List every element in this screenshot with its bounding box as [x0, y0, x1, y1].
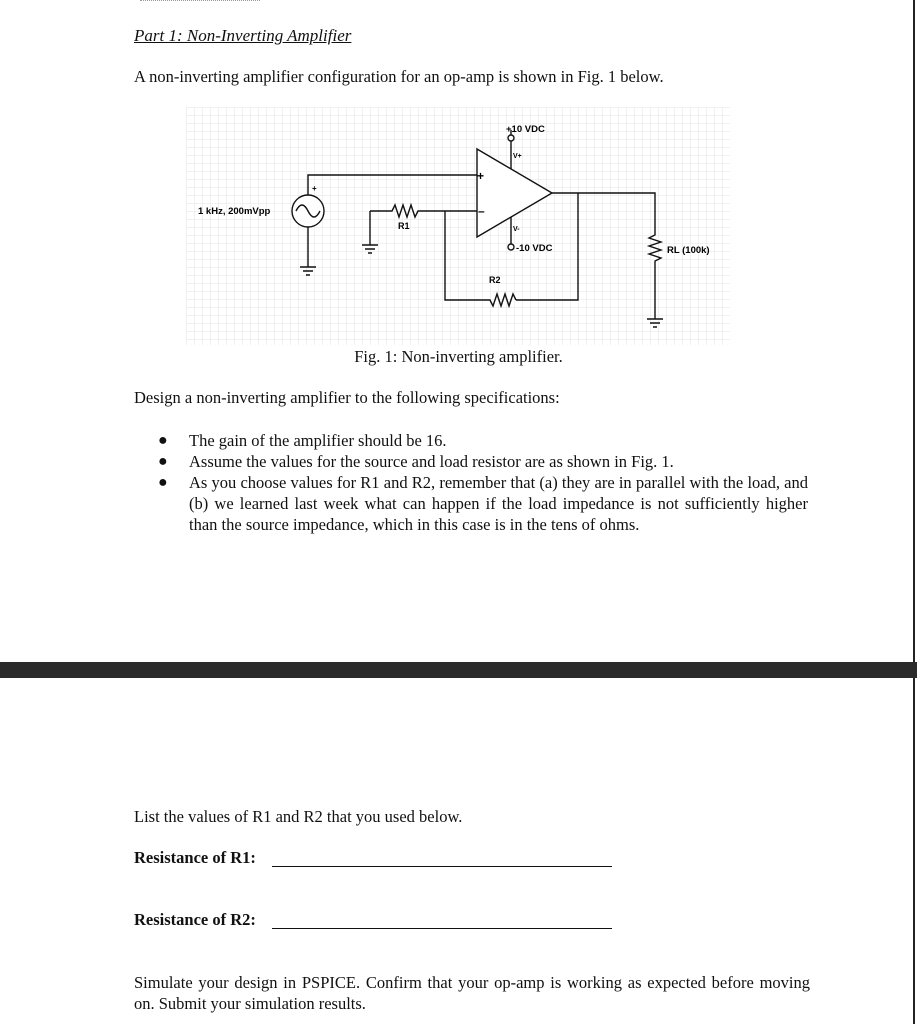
figure-caption: [0, 347, 917, 367]
resistance-r1-answer-line[interactable]: [272, 866, 612, 867]
list-item: [158, 451, 808, 472]
vplus-supply-label: +10 VDC: [506, 124, 545, 135]
list-values-instruction: List the values of R1 and R2 that you used below.: [134, 807, 463, 826]
list-item-text: As you choose values for R1 and R2, remember that (a) they are in parallel with the load, and (b) we learned last week what can happen if the load impedance is not sufficiently higher than the source impedance, which in this case is in the tens of ohms.: [189, 473, 808, 534]
list-item: [158, 472, 808, 535]
grid-background: [186, 107, 730, 345]
r2-label: R2: [489, 275, 501, 285]
vminus-pin-label: V-: [513, 226, 520, 233]
source-label: 1 kHz, 200mVpp: [198, 206, 271, 217]
part-title: Part 1: Non-Inverting Amplifier: [134, 26, 352, 45]
bullet-icon: ●: [158, 432, 168, 449]
simulation-instruction: Simulate your design in PSPICE. Confirm that your op-amp is working as expected before moving on. Submit your simulation results.: [134, 973, 810, 1013]
list-item: [158, 430, 808, 451]
resistance-r2-label: Resistance of R2:: [134, 910, 256, 929]
vminus-terminal: [508, 244, 514, 250]
resistance-r2-answer-line[interactable]: [272, 928, 612, 929]
rl-label: RL (100k): [667, 245, 710, 256]
plus-input-label: +: [477, 169, 485, 183]
page-divider: [0, 662, 917, 678]
bullet-icon: ●: [158, 453, 168, 470]
figure-caption-text: Fig. 1: Non-inverting amplifier.: [354, 347, 563, 366]
circuit-figure: [186, 107, 730, 345]
vminus-supply-label: -10 VDC: [516, 243, 553, 254]
source-plus-label: +: [312, 184, 317, 193]
vplus-terminal: [508, 135, 514, 141]
page-top-mark: [140, 0, 260, 3]
vplus-pin-label: V+: [513, 153, 522, 160]
intro-paragraph: A non-inverting amplifier configuration for an op-amp is shown in Fig. 1 below.: [134, 67, 664, 86]
resistance-r1-label: Resistance of R1:: [134, 848, 256, 867]
list-item-text: Assume the values for the source and load resistor are as shown in Fig. 1.: [189, 452, 674, 471]
specification-list: [158, 430, 808, 535]
minus-input-label: –: [478, 204, 485, 218]
design-intro: Design a non-inverting amplifier to the following specifications:: [134, 388, 560, 407]
bullet-icon: ●: [158, 474, 168, 491]
list-item-text: The gain of the amplifier should be 16.: [189, 431, 447, 450]
r1-label: R1: [398, 221, 410, 231]
